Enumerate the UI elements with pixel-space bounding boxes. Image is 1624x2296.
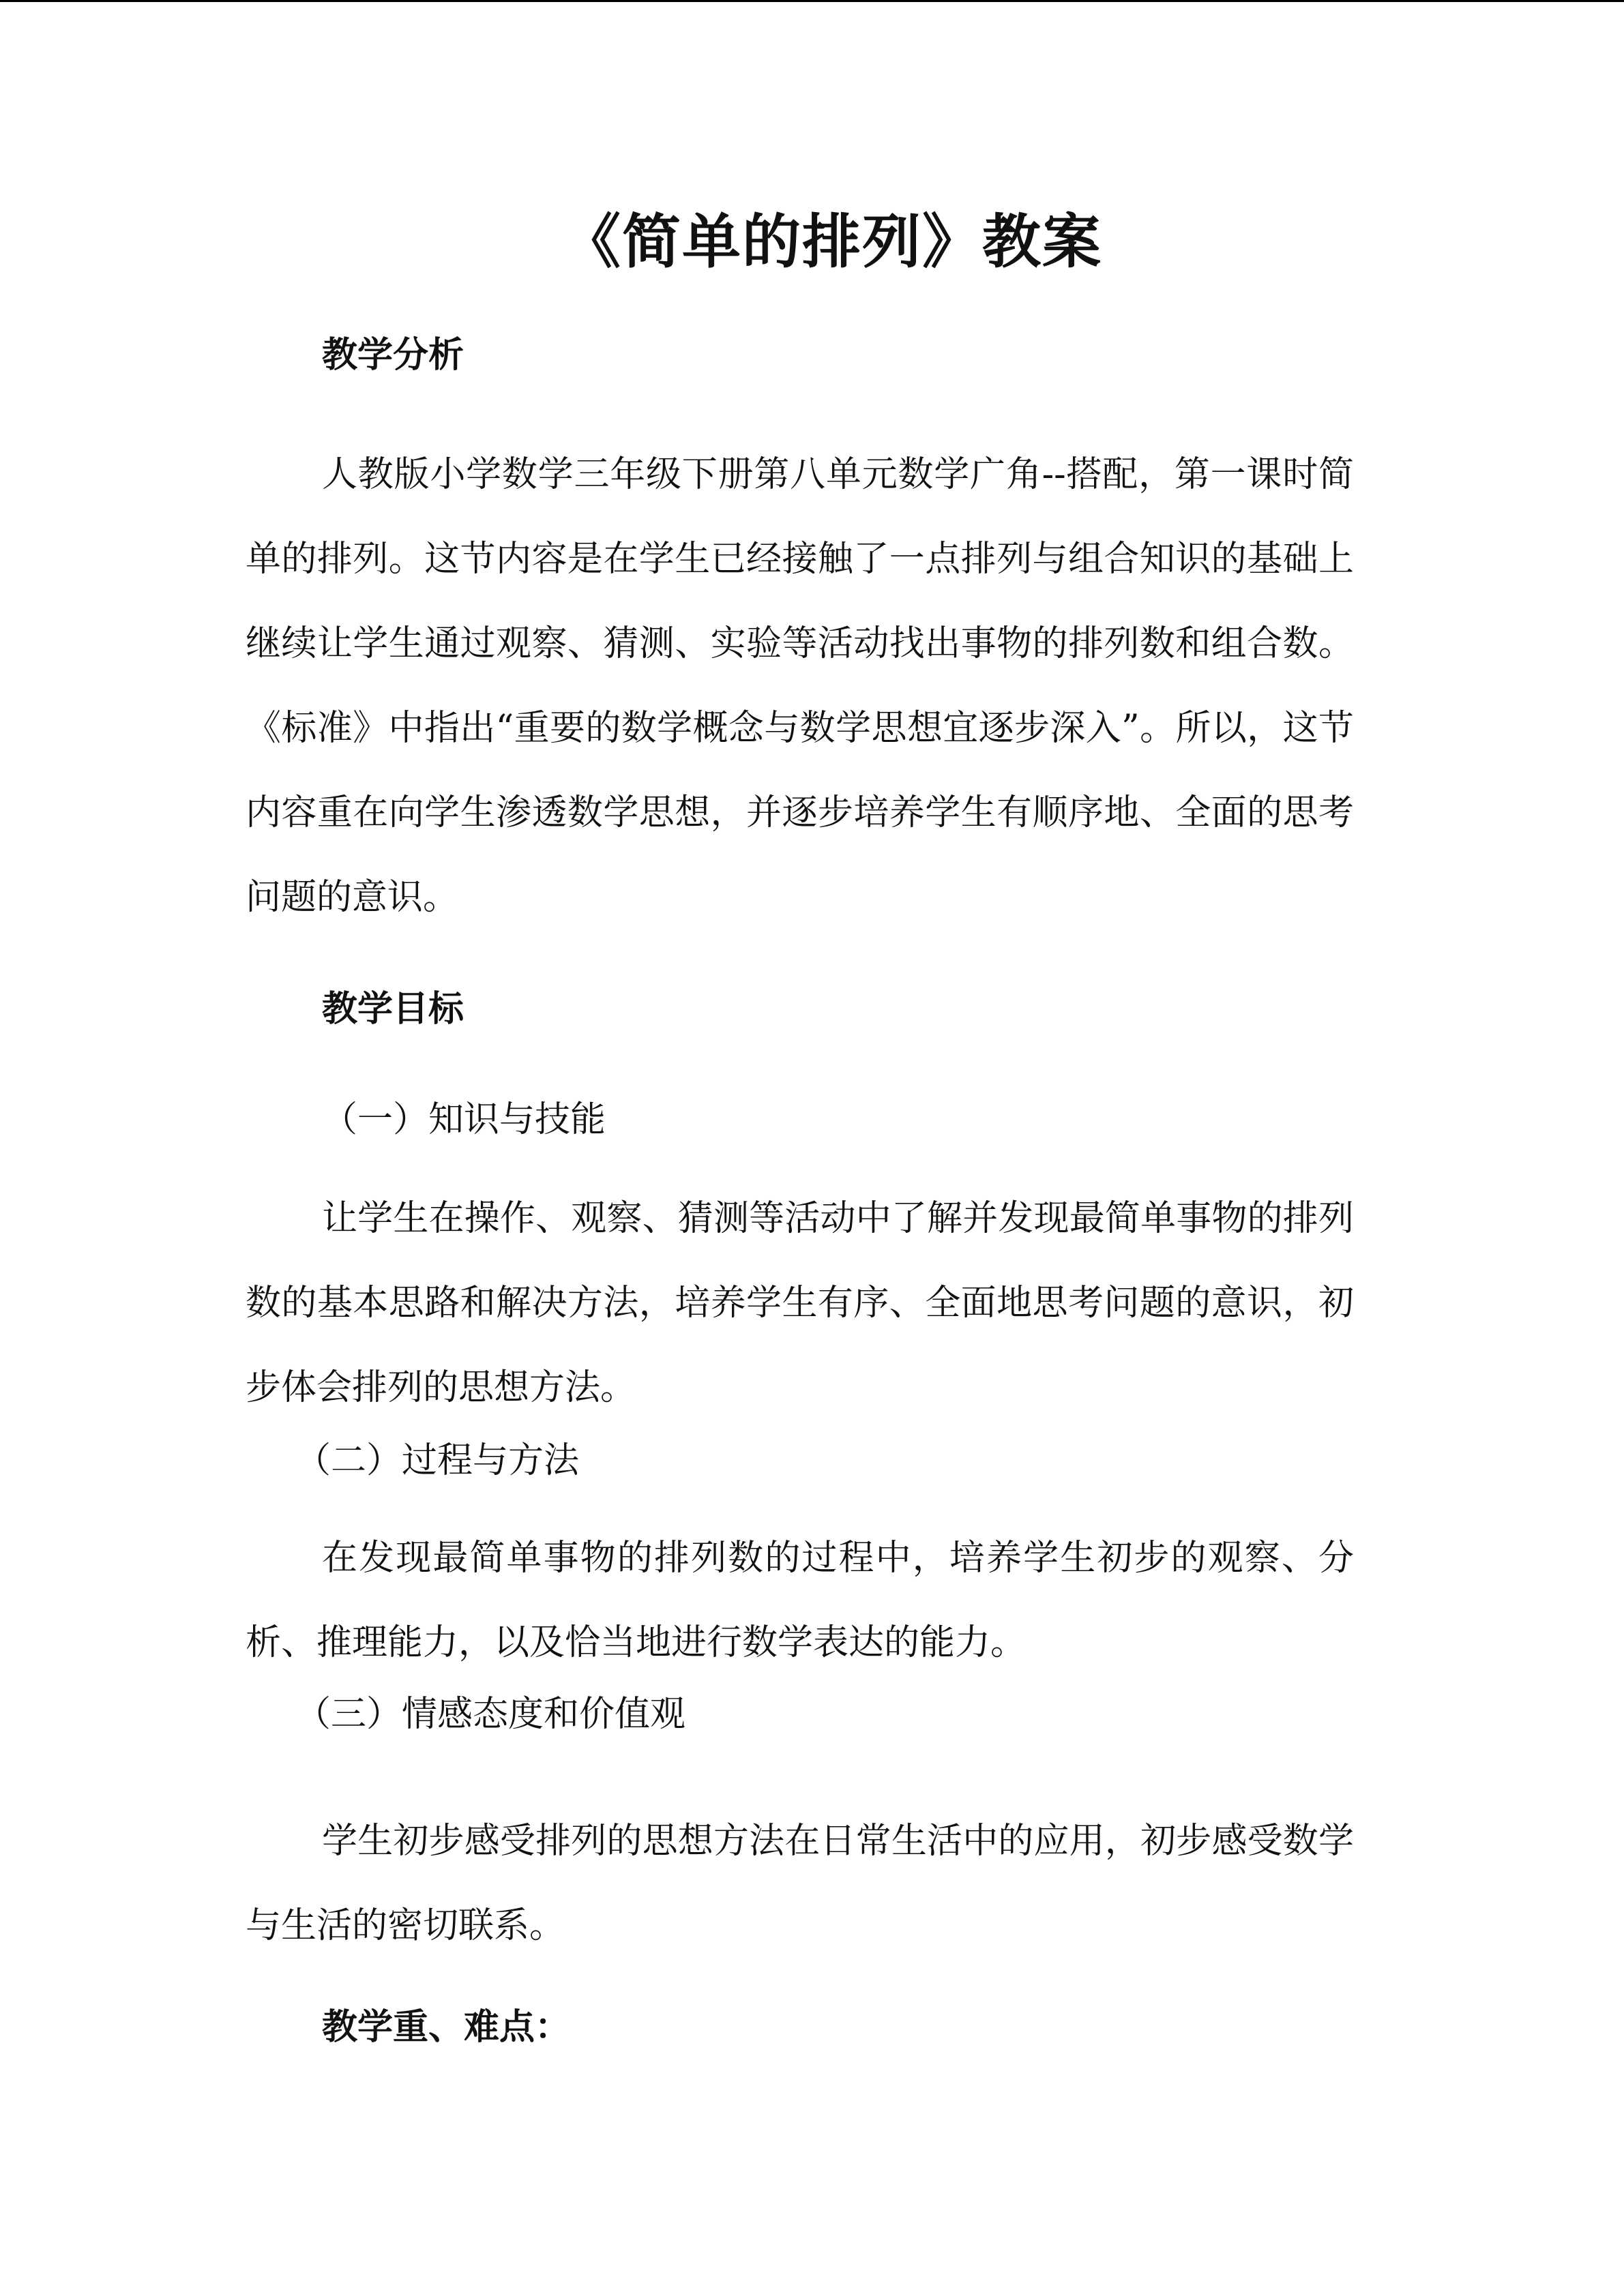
paragraph-process: 在发现最简单事物的排列数的过程中，培养学生初步的观察、分析、推理能力，以及恰当地进行数学表达的能力。 [246, 1538, 1354, 1663]
section-heading-key-points: 教学重、难点： [322, 2006, 571, 2048]
paragraph-attitude: 学生初步感受排列的思想方法在日常生活中的应用，初步感受数学与生活的密切联系。 [246, 1821, 1354, 1946]
paragraph-analysis: 人教版小学数学三年级下册第八单元数学广角--搭配，第一课时简单的排列。这节内容是在学生已经接触了一点排列与组合知识的基础上继续让学生通过观察、猜测、实验等活动找出事物的排列数和组合数。《标准》中指出“重要的数学概念与数学思想宜逐步深入”。所以，这节内容重在向学生渗透数学思想，并逐步培养学生有顺序地、全面的思考问题的意识。 [246, 454, 1354, 918]
section-heading-analysis: 教学分析 [322, 334, 464, 376]
document-title: 《简单的排列》教案 [562, 207, 1102, 276]
subsection-label-process: （二）过程与方法 [295, 1440, 580, 1481]
paragraph-knowledge: 让学生在操作、观察、猜测等活动中了解并发现最简单事物的排列数的基本思路和解决方法，培养学生有序、全面地思考问题的意识，初步体会排列的思想方法。 [246, 1198, 1354, 1408]
subsection-label-knowledge: （一）知识与技能 [322, 1099, 606, 1140]
subsection-label-attitude: （三）情感态度和价值观 [295, 1694, 686, 1735]
section-heading-objectives: 教学目标 [322, 988, 464, 1030]
